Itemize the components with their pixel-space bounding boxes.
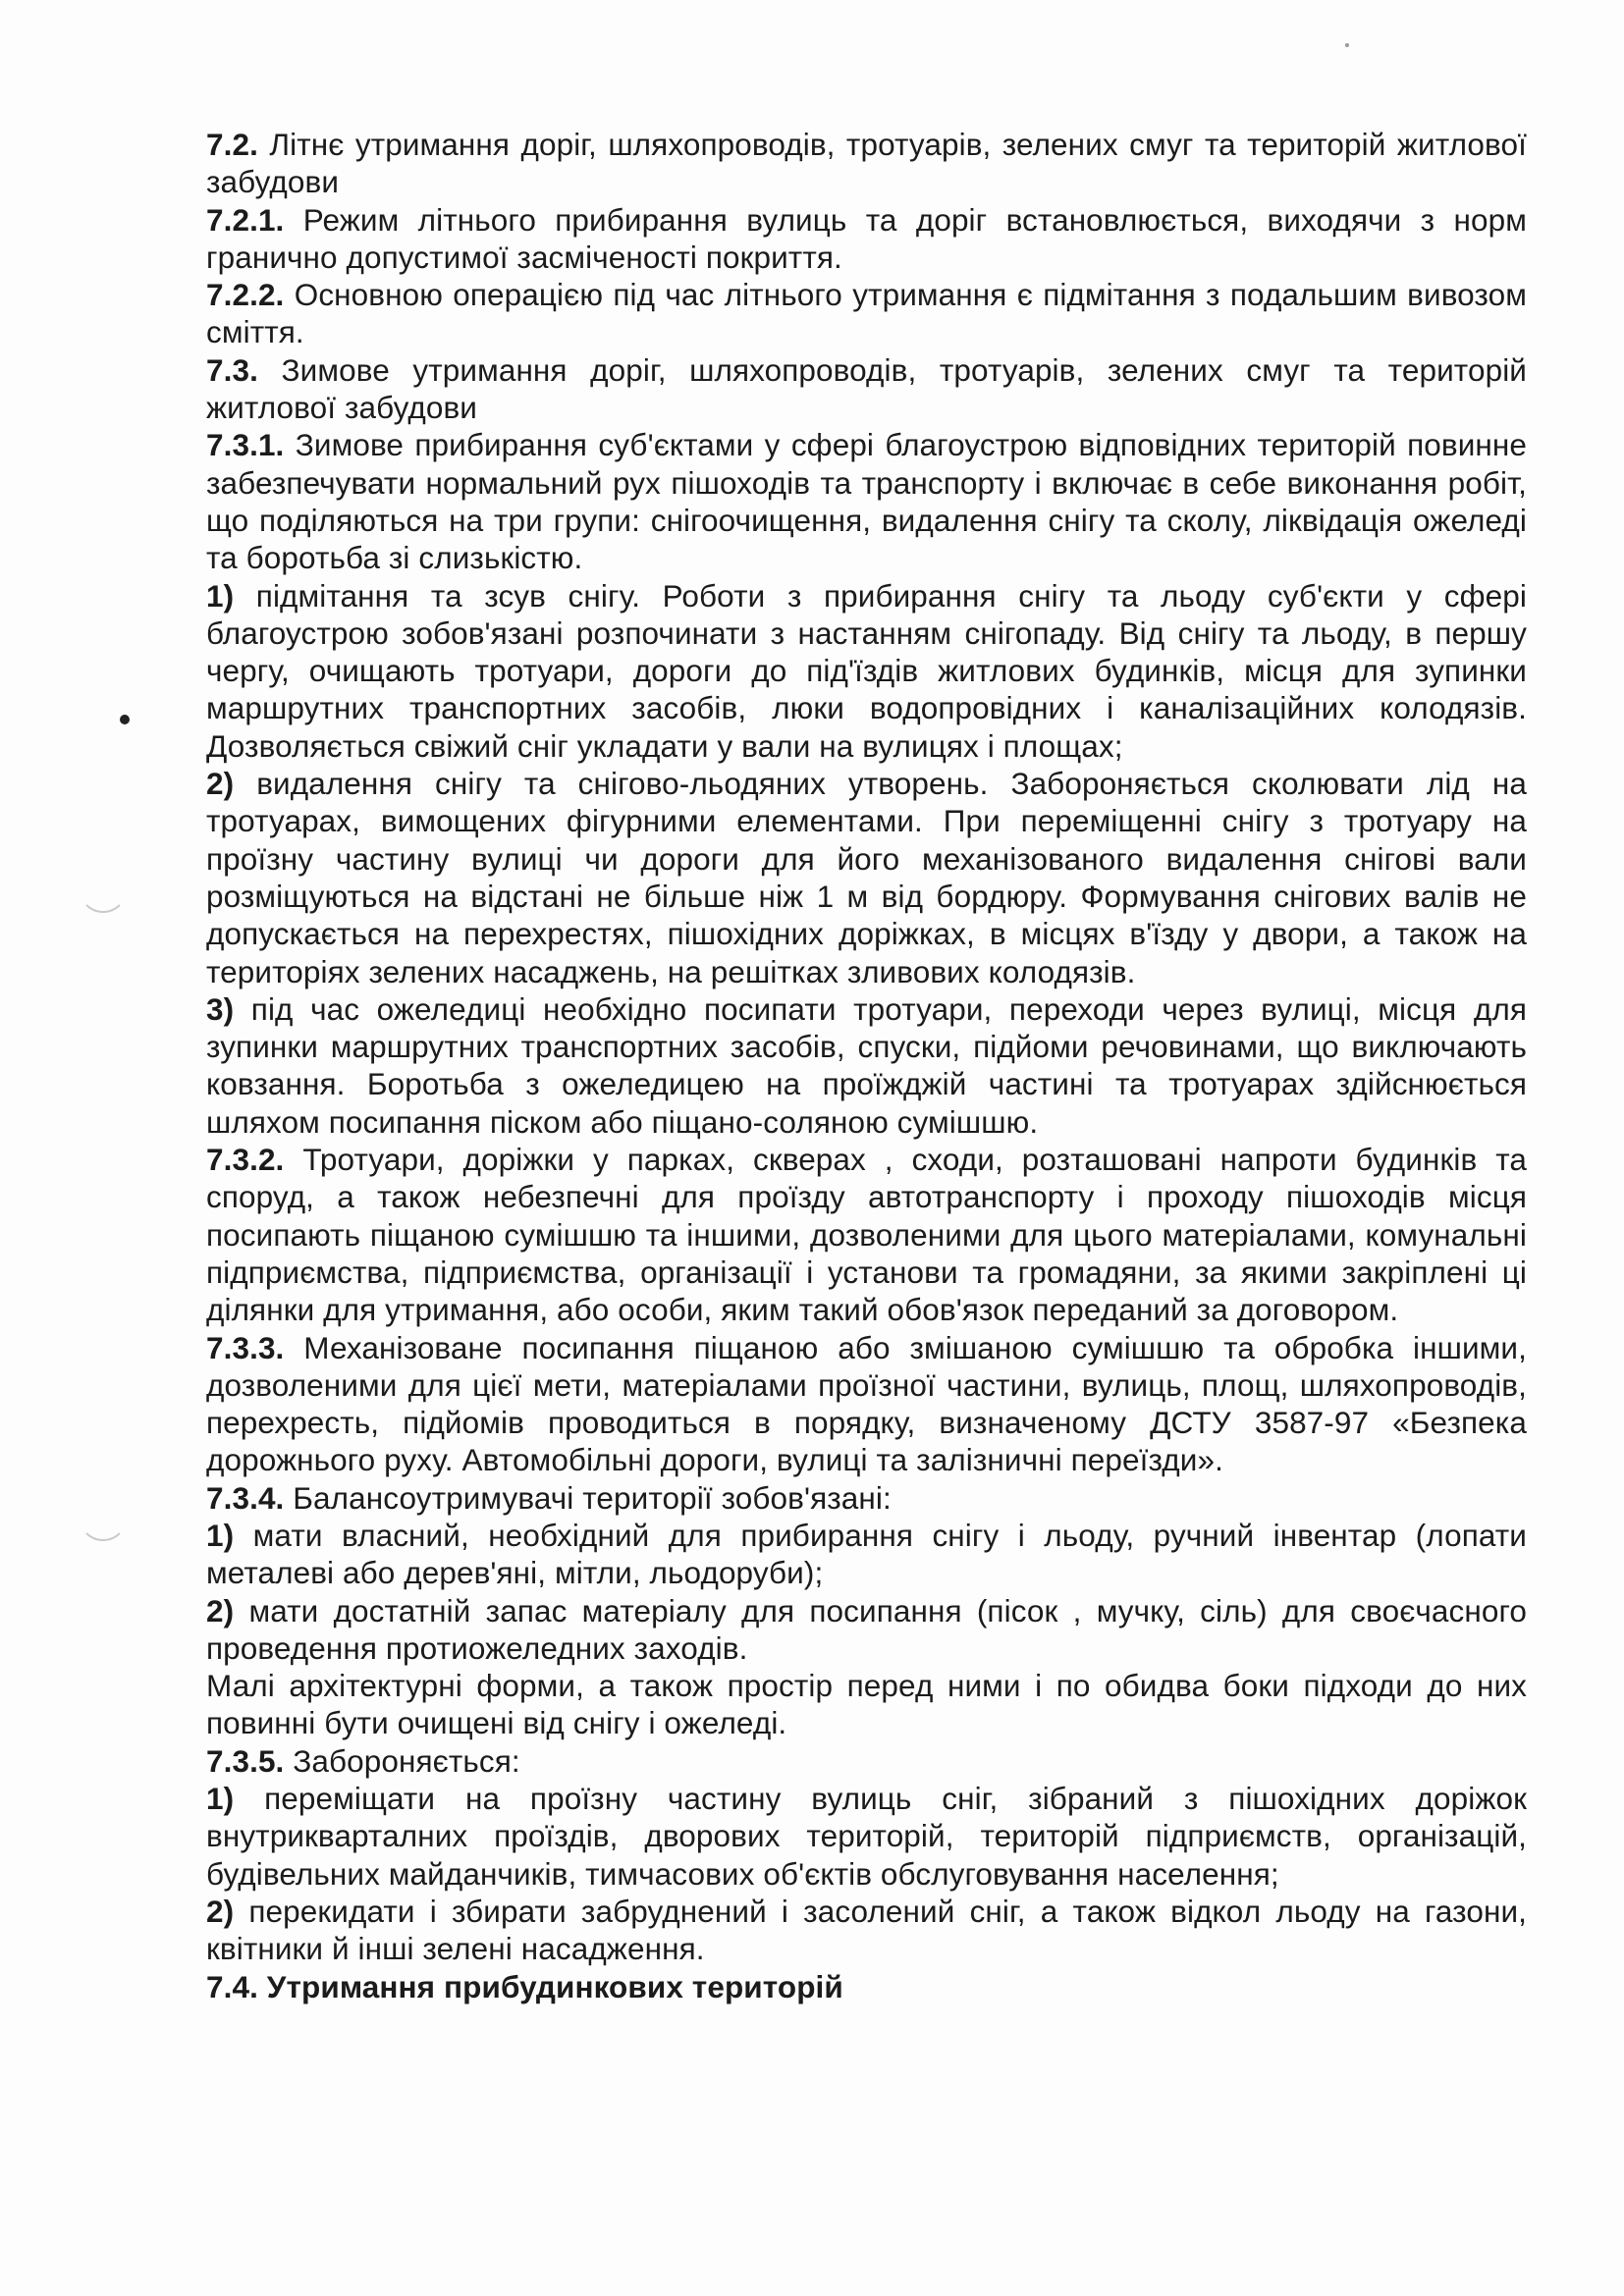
list-item-no-dumping-snow — [206, 1893, 1527, 1968]
paragraph-7-2-1 — [206, 201, 1527, 277]
document-body — [206, 126, 1527, 2005]
section-heading-7-4: 7.4. Утримання прибудинкових територій — [206, 1968, 843, 2004]
list-item-tools — [206, 1517, 1527, 1592]
paragraph-small-forms — [206, 1667, 1527, 1742]
section-number: 7.3. — [206, 351, 258, 388]
paragraph-text: Тротуари, доріжки у парках, скверах , сходи, розташовані напроти будинків та споруд, а також небезпечні для проїзду автотранспорту і проходу пішоходів місця посипають піщаною сумішшю та іншими, дозволеними для цього матеріалами, комунальні підприємства, підприємства, організації і установи та громадяни, за якими закріплені ці ділянки для утримання, або особи, яким такий обов'язок переданий за договором. — [206, 1142, 1527, 1328]
paragraph-text: Забороняється: — [293, 1742, 520, 1779]
paragraph-7-2-2 — [206, 276, 1527, 351]
paragraph-7-3-5 — [206, 1742, 1527, 1780]
list-number: 2) — [206, 1893, 235, 1929]
list-item-materials — [206, 1592, 1527, 1668]
paragraph-text: Літнє утримання доріг, шляхопроводів, тротуарів, зелених смуг та територій житлової забудови — [206, 127, 1527, 200]
section-number: 7.3.3. — [206, 1329, 285, 1365]
paragraph-text: Зимове утримання доріг, шляхопроводів, тротуарів, зелених смуг та територій житлової забудови — [206, 351, 1527, 426]
punch-hole-shadow — [79, 864, 128, 913]
paragraph-text: підмітання та зсув снігу. Роботи з прибирання снігу та льоду суб'єкти у сфері благоустрою зобов'язані розпочинати з настанням снігопаду. Від снігу та льоду, в першу чергу, очищають тротуари, дороги до під'їздів житлових будинків, місця для зупинки маршрутних транспортних засобів, люки водопровідних і каналізаційних колодязів. Дозволяється свіжий сніг укладати у вали на вулицях і площах; — [206, 577, 1527, 764]
paragraph-text: Механізоване посипання піщаною або змішаною сумішшю та обробка іншими, дозволеними для цієї мети, матеріалами проїзної частини, вулиць, площ, шляхопроводів, перехресть, підйомів проводиться в порядку, визначеному ДСТУ 3587-97 «Безпека дорожнього руху. Автомобільні дороги, вулиці та залізничні переїзди». — [206, 1329, 1527, 1478]
paragraph-7-3-3 — [206, 1329, 1527, 1479]
paragraph-7-3-4 — [206, 1479, 1527, 1517]
paragraph-7-2 — [206, 126, 1527, 201]
paragraph-7-3 — [206, 351, 1527, 427]
section-number: 7.2.2. — [206, 277, 285, 313]
list-item-snow-removal — [206, 765, 1527, 990]
list-number: 2) — [206, 766, 235, 802]
paragraph-text: мати достатній запас матеріалу для посипання (пісок , мучку, сіль) для своєчасного проведення протиожеледних заходів. — [206, 1592, 1527, 1666]
list-number: 1) — [206, 1781, 235, 1817]
list-number: 1) — [206, 577, 235, 614]
list-number: 3) — [206, 990, 235, 1027]
list-item-snow-sweeping — [206, 577, 1527, 765]
paragraph-text: переміщати на проїзну частину вулиць сніг, зібраний з пішохідних доріжок внутрикварталних проїздів, дворових територій, територій підприємств, організацій, будівельних майданчиків, тимчасових об'єктів обслуговування населення; — [206, 1781, 1528, 1892]
list-item-no-moving-snow — [206, 1780, 1527, 1893]
punch-hole-mark — [120, 715, 130, 724]
paragraph-7-3-1 — [206, 426, 1527, 576]
paragraph-text: Основною операцією під час літнього утримання є підмітання з подальшим вивозом сміття. — [206, 277, 1527, 350]
paragraph-text: під час ожеледиці необхідно посипати тротуари, переходи через вулиці, місця для зупинки маршрутних транспортних засобів, спуски, підйоми речовинами, що виключають ковзання. Боротьба з ожеледицею на проїжджій частині та тротуарах здійснюється шляхом посипання піском або піщано-соляною сумішшю. — [206, 990, 1527, 1140]
list-number: 1) — [206, 1517, 235, 1553]
paragraph-text: Малі архітектурні форми, а також простір перед ними і по обидва боки підходи до них повинні бути очищені від снігу і ожеледі. — [206, 1668, 1527, 1741]
scan-speck — [1345, 43, 1349, 47]
paragraph-text: Режим літнього прибирання вулиць та доріг встановлюється, виходячи з норм гранично допустимої засміченості покриття. — [206, 201, 1527, 275]
section-number: 7.3.1. — [206, 427, 285, 463]
punch-hole-shadow — [79, 1492, 128, 1541]
paragraph-text: Балансоутримувачі території зобов'язані: — [293, 1479, 892, 1516]
list-item-ice-treatment — [206, 990, 1527, 1141]
paragraph-text: мати власний, необхідний для прибирання снігу і льоду, ручний інвентар (лопати металеві або дерев'яні, мітли, льодоруби); — [206, 1517, 1527, 1591]
list-number: 2) — [206, 1592, 235, 1629]
section-number: 7.2.1. — [206, 201, 285, 238]
paragraph-text: видалення снігу та снігово-льодяних утворень. Забороняється сколювати лід на тротуарах, вимощених фігурними елементами. При переміщенні снігу з тротуару на проїзну частину вулиці чи дороги для його механізованого видалення снігові вали розміщуються на відстані не більше ніж 1 м від бордюру. Формування снігових валів не допускається на перехрестях, пішохідних доріжках, в місцях в'їзду у двори, а також на територіях зелених насаджень, на решітках зливових колодязів. — [206, 766, 1527, 989]
section-number: 7.2. — [206, 127, 258, 162]
paragraph-text: Зимове прибирання суб'єктами у сфері благоустрою відповідних територій повинне забезпечувати нормальний рух пішоходів та транспорту і включає в себе виконання робіт, що поділяються на три групи: снігоочищення, видалення снігу та сколу, ліквідація ожеледі та боротьба зі слизькістю. — [206, 427, 1528, 576]
section-number: 7.3.2. — [206, 1142, 285, 1178]
section-number: 7.3.5. — [206, 1742, 285, 1779]
paragraph-7-3-2 — [206, 1141, 1527, 1328]
section-number: 7.3.4. — [206, 1479, 285, 1516]
paragraph-text: перекидати і збирати забруднений і засолений сніг, а також відкол льоду на газони, квітники й інші зелені насадження. — [206, 1893, 1527, 1967]
